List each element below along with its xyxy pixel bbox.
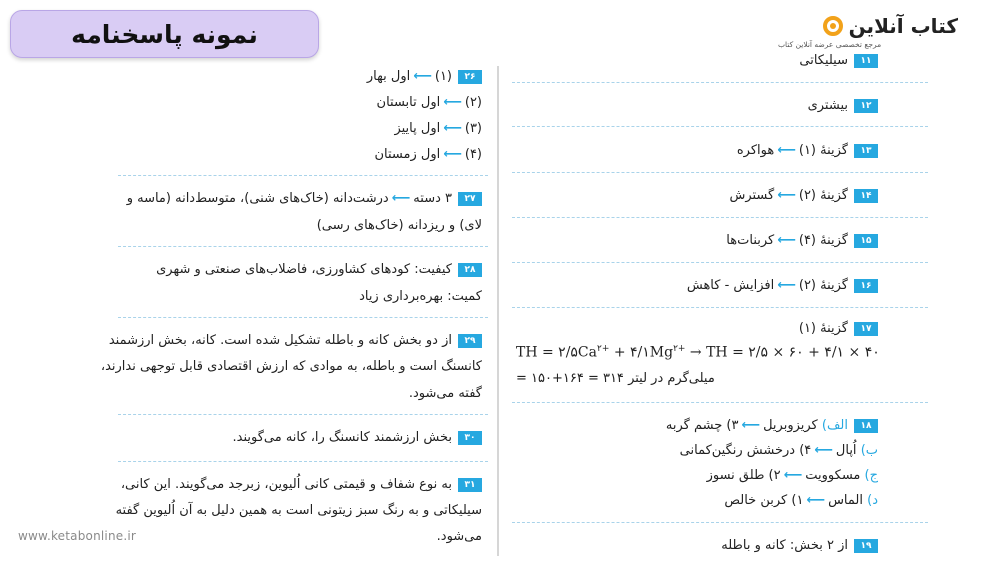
brand-tagline: مرجع تخصصی عرضه آنلاین کتاب: [778, 40, 882, 49]
answer-text: سیلیکاتی و به رنگ سبز زیتونی است به همین دلیل به آن اُلیوین گفته: [115, 503, 482, 518]
answer-18-d: [724, 492, 878, 510]
option-text: گزینهٔ (۱): [798, 321, 848, 336]
question-number: ۱۹: [854, 539, 878, 553]
item-letter: ج): [864, 468, 878, 483]
formula-line-2: [516, 371, 715, 386]
option-text: گزینهٔ (۱): [798, 143, 848, 158]
answer-27-line2: [317, 217, 482, 235]
formula-sup: ۲+: [673, 344, 686, 354]
item-letter: د): [867, 493, 878, 508]
separator: [118, 414, 488, 415]
answer-11: [799, 52, 878, 70]
answer-17: [799, 320, 878, 338]
separator: [512, 217, 928, 218]
answer-26-1: [367, 68, 482, 86]
option-text: گزینهٔ (۴): [798, 233, 848, 248]
formula-sup: ۲+: [597, 344, 610, 354]
arrow-icon: ⟵: [777, 143, 796, 158]
answer-29-line3: [409, 385, 482, 403]
arrow-icon: ⟵: [443, 95, 462, 110]
question-number: ۳۱: [458, 478, 482, 492]
separator: [512, 262, 928, 263]
arrow-icon: ⟵: [741, 418, 761, 433]
answer-text: کیفیت: کودهای کشاورزی، فاضلاب‌های صنعتی و شهری: [156, 262, 452, 277]
arrow-icon: ⟵: [391, 191, 411, 206]
answer-text: کمیت: بهره‌برداری زیاد: [359, 289, 482, 304]
item-letter: الف): [821, 418, 848, 433]
mineral-name: کریزوبریل: [763, 418, 818, 433]
separator: [512, 172, 928, 173]
arrow-icon: ⟵: [783, 468, 803, 483]
brand-name: کتاب آنلاین: [848, 14, 958, 38]
separator: [118, 175, 488, 176]
answer-text: سیلیکاتی: [799, 53, 848, 68]
separator: [512, 82, 928, 83]
answer-text: ۳ دسته: [413, 191, 452, 206]
separator: [512, 522, 928, 523]
brand-mark-icon: [823, 16, 843, 36]
mineral-name: مسکوویت: [805, 468, 861, 483]
answer-text: بیشتری: [807, 98, 848, 113]
answer-text: گفته می‌شود.: [408, 386, 482, 401]
formula-result: = ۱۵۰+۱۶۴ = ۳۱۴ میلی‌گرم در لیتر: [516, 371, 715, 386]
question-number: ۱۷: [854, 322, 878, 336]
answer-text: بخش ارزشمند کانسنگ را، کانه می‌گویند.: [232, 430, 452, 445]
answer-text: از ۲ بخش: کانه و باطله: [721, 538, 848, 553]
answer-text: به نوع شفاف و قیمتی کانی اُلیوین، زبرجد می‌گویند. این کانی،: [120, 477, 452, 492]
arrow-icon: ⟵: [806, 493, 826, 508]
arrow-icon: ⟵: [443, 121, 462, 136]
page-title-box: [10, 10, 319, 58]
answer-text: اول پاییز: [394, 121, 441, 136]
formula-part: + ۴/۱Mg: [609, 344, 674, 361]
arrow-icon: ⟵: [777, 278, 796, 293]
option-number: (۲): [464, 95, 482, 110]
separator: [118, 461, 488, 462]
option-number: (۱): [434, 69, 452, 84]
brand-logo: [778, 14, 958, 56]
feature-text: ۳) چشم گربه: [665, 418, 739, 433]
feature-text: ۲) طلق نسوز: [706, 468, 781, 483]
separator: [512, 307, 928, 308]
question-number: ۱۶: [854, 279, 878, 293]
option-number: (۳): [464, 121, 482, 136]
answer-26-3: [394, 120, 482, 138]
answer-text: از دو بخش کانه و باطله تشکیل شده است. کانه، بخش ارزشمند: [108, 333, 452, 348]
formula-part: → TH = ۲/۵ × ۶۰ + ۴/۱ × ۴۰: [685, 344, 880, 361]
website-url: www.ketabonline.ir: [18, 529, 137, 543]
answer-29-line1: [109, 332, 482, 350]
question-number: ۲۸: [458, 263, 482, 277]
formula-line-1: [516, 344, 880, 361]
answer-text: کربنات‌ها: [726, 233, 775, 248]
option-text: گزینهٔ (۲): [798, 278, 848, 293]
answer-text: اول بهار: [366, 69, 411, 84]
mineral-name: اُپال: [835, 443, 857, 458]
page-title: نمونه پاسخنامه: [71, 19, 258, 49]
answer-31-line1: [121, 476, 482, 494]
answer-13: [737, 142, 878, 160]
question-number: ۱۵: [854, 234, 878, 248]
answer-text: اول تابستان: [376, 95, 441, 110]
answer-text: کانسنگ است و باطله، به موادی که ارزش اقتصادی قابل توجهی ندارند،: [100, 359, 482, 374]
question-number: ۳۰: [458, 431, 482, 445]
question-number: ۱۱: [854, 54, 878, 68]
answer-12: [808, 97, 878, 115]
option-text: گزینهٔ (۲): [798, 188, 848, 203]
item-letter: ب): [860, 443, 878, 458]
answer-26-2: [377, 94, 482, 112]
arrow-icon: ⟵: [777, 188, 796, 203]
answer-text: می‌شود.: [436, 529, 482, 544]
answer-31-line3: [437, 528, 482, 546]
column-divider: [497, 66, 499, 556]
arrow-icon: ⟵: [413, 69, 432, 84]
answer-text: هواکره: [736, 143, 775, 158]
answer-text: اول زمستان: [374, 147, 441, 162]
question-number: ۲۷: [458, 192, 482, 206]
question-number: ۲۹: [458, 334, 482, 348]
separator: [118, 317, 488, 318]
answer-31-line2: [116, 502, 482, 520]
answer-26-4: [374, 146, 482, 164]
answer-29-line2: [101, 358, 482, 376]
answer-15: [726, 232, 878, 250]
feature-text: ۴) درخشش رنگین‌کمانی: [679, 443, 812, 458]
answer-28-line2: [359, 288, 482, 306]
answer-text: لای) و ریزدانه (خاک‌های رسی): [316, 218, 482, 233]
answer-30: [232, 429, 482, 447]
mineral-name: الماس: [828, 493, 863, 508]
answer-27-line1: [127, 190, 482, 208]
answer-text: گسترش: [729, 188, 775, 203]
arrow-icon: ⟵: [443, 147, 462, 162]
answer-text: افزایش - کاهش: [686, 278, 775, 293]
answer-18-a: [666, 417, 878, 435]
arrow-icon: ⟵: [777, 233, 796, 248]
question-number: ۲۶: [458, 70, 482, 84]
separator: [512, 126, 928, 127]
question-number: ۱۴: [854, 189, 878, 203]
question-number: ۱۲: [854, 99, 878, 113]
arrow-icon: ⟵: [814, 443, 833, 458]
option-number: (۴): [464, 147, 482, 162]
separator: [512, 402, 928, 403]
separator: [118, 246, 488, 247]
answer-19: [721, 537, 878, 555]
answer-28-line1: [156, 261, 482, 279]
answer-16: [687, 277, 878, 295]
answer-18-b: [680, 442, 878, 460]
answer-14: [729, 187, 878, 205]
feature-text: ۱) کربن خالص: [724, 493, 804, 508]
answer-18-c: [707, 467, 878, 485]
question-number: ۱۸: [854, 419, 878, 433]
formula-part: TH = ۲/۵Ca: [516, 344, 597, 361]
question-number: ۱۳: [854, 144, 878, 158]
answer-text: درشت‌دانه (خاک‌های شنی)، متوسط‌دانه (ماسه و: [126, 191, 389, 206]
